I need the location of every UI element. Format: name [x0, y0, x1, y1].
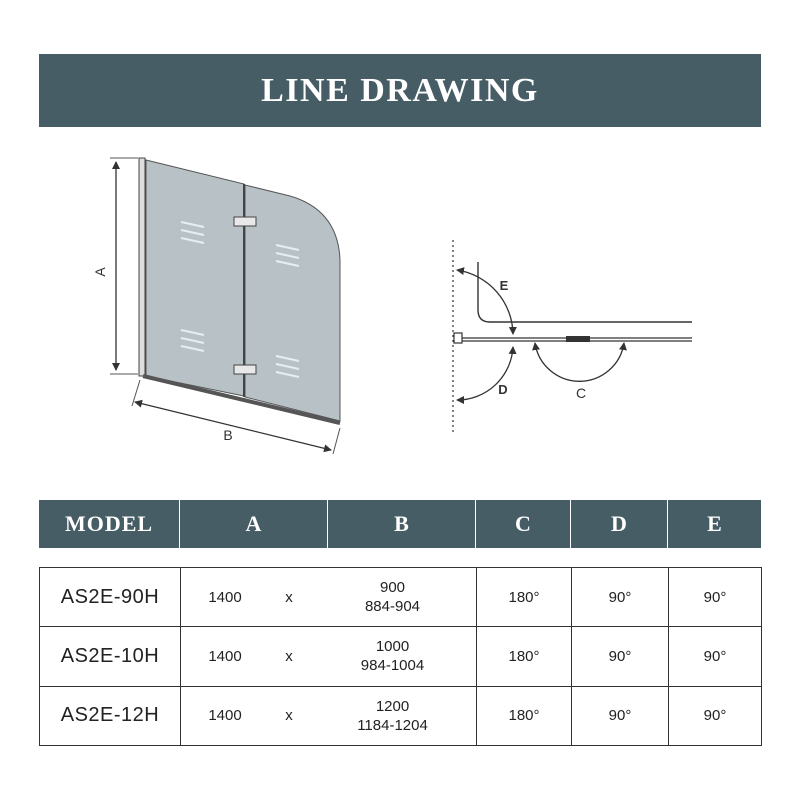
dim-b-range: 884-904	[364, 598, 421, 616]
header-model: MODEL	[39, 500, 180, 548]
angle-c-label: C	[575, 385, 587, 401]
wall-bracket	[454, 333, 462, 343]
shower-screen-elevation	[92, 158, 340, 454]
angle-e-cell: 90°	[669, 686, 762, 745]
angle-c-cell: 180°	[477, 627, 572, 686]
dim-a-cell: 1400	[208, 707, 242, 725]
angle-d-cell: 90°	[572, 627, 669, 686]
angle-e-cell: 90°	[669, 627, 762, 686]
header-e: E	[668, 500, 761, 548]
angle-d-label: D	[498, 382, 508, 397]
dim-a-cell: 1400	[208, 647, 242, 665]
times-sign: x	[285, 707, 293, 725]
shower-plan-view	[453, 240, 692, 432]
dim-b-main: 900	[379, 579, 406, 597]
header-a: A	[180, 500, 328, 548]
glass-panel-right	[245, 185, 340, 421]
model-cell: AS2E-90H	[40, 568, 181, 627]
angle-c-cell: 180°	[477, 686, 572, 745]
dim-b-cell	[309, 578, 476, 616]
dim-b-range: 1184-1204	[357, 716, 428, 734]
table-row	[40, 686, 762, 745]
angle-e-label: E	[499, 278, 509, 293]
dimension-a-label: A	[92, 267, 108, 277]
table-row	[40, 627, 762, 686]
header-c: C	[476, 500, 571, 548]
dim-b-cell	[309, 637, 476, 675]
header-b: B	[328, 500, 476, 548]
spec-table	[39, 567, 762, 746]
dim-b-range: 984-1004	[360, 657, 425, 675]
angle-c-cell: 180°	[477, 568, 572, 627]
header-d: D	[571, 500, 668, 548]
wall-profile	[139, 158, 145, 376]
dimension-b-label: B	[223, 427, 233, 443]
glass-panel-left	[146, 160, 244, 396]
model-cell: AS2E-12H	[40, 686, 181, 745]
dim-b-main: 1200	[375, 697, 410, 715]
model-cell: AS2E-10H	[40, 627, 181, 686]
hinge-plan	[566, 336, 590, 342]
table-row	[40, 568, 762, 627]
times-sign: x	[285, 588, 293, 606]
bath-edge	[478, 262, 692, 322]
table-header	[39, 500, 761, 548]
times-sign: x	[285, 647, 293, 665]
arc-c	[535, 343, 624, 381]
hinge-top	[234, 217, 256, 226]
angle-d-cell: 90°	[572, 568, 669, 627]
dim-b-main: 1000	[375, 638, 410, 656]
angle-e-cell: 90°	[669, 568, 762, 627]
dim-a-cell: 1400	[208, 588, 242, 606]
dim-b-cell	[309, 697, 476, 735]
page-title: LINE DRAWING	[261, 71, 539, 109]
hinge-bottom	[234, 365, 256, 374]
angle-d-cell: 90°	[572, 686, 669, 745]
